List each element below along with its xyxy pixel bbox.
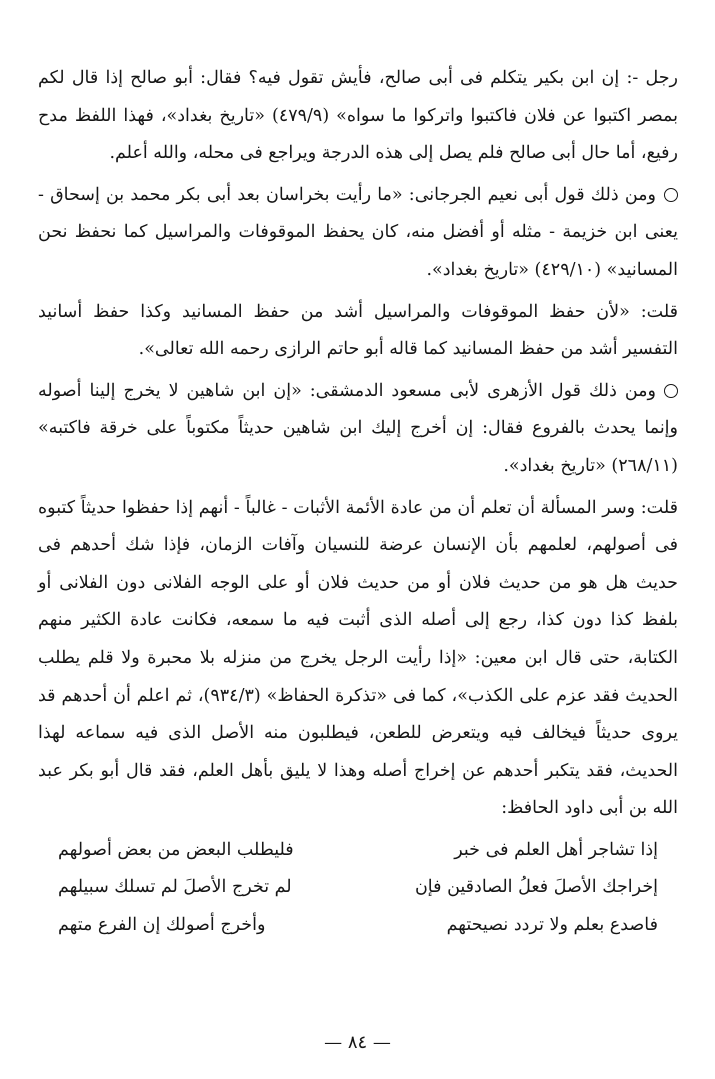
verse-first-hemistich: إخراجك الأصلَ فعلُ الصادقين فإن [414,877,658,898]
circle-bullet-icon [664,188,678,202]
verse-second-hemistich: وأخرج أصولك إن الفرع متهم [58,915,266,936]
paragraph-4-text: ومن ذلك قول الأزهرى لأبى مسعود الدمشقى: «إن ابن شاهين لا يخرج إلينا أصوله وإنما يحدث بالفروع فقال: إن أخرج إليك ابن شاهين حديثاً مكتوباً على خرقة فاكتبه» (٢٦٨/١١) «تاريخ بغداد». [38,380,678,476]
verse-line [58,832,658,870]
paragraph-1 [38,60,678,173]
verse-second-hemistich: فليطلب البعض من بعض أصولهم [58,839,294,860]
page-body [38,60,678,1050]
verse-line [58,869,658,907]
paragraph-5-text: قلت: وسر المسألة أن تعلم أن من عادة الأئمة الأثبات - غالباً - أنهم إذا حفظوا حديثاً كتبوه فى أصولهم، لعلمهم بأن الإنسان عرضة للنسيان وآفات الزمان، فإذا شك أحدهم فى حديث هل هو من حديث فلان أو من حديث فلان أو على الوجه الفلانى دون الفلانى أو بلفظ كذا دون كذا، رجع إلى أصله الذى أثبت فيه ما سمعه، فكانت عادة الكثير منهم الكتابة، حتى قال ابن معين: «إذا رأيت الرجل يخرج من منزله بلا محبرة ولا قلم يطلب الحديث فقد عزم على الكذب»، كما فى «تذكرة الحفاظ» (٩٣٤/٣)، ثم اعلم أن أحدهم قد يروى حديثاً فيخالف فيه ويتعرض للطعن، فيطلبون منه الأصل الذى فيه سماعه لهذا الحديث، فقد يتكبر أحدهم عن إخراج أصله وهذا لا يليق بأهل العلم، فقد قال أبو بكر عبد الله بن أبى داود الحافظ: [38,497,679,819]
paragraph-5 [38,490,678,828]
paragraph-2-text: ومن ذلك قول أبى نعيم الجرجانى: «ما رأيت بخراسان بعد أبى بكر محمد بن إسحاق - يعنى ابن خزيمة - مثله أو أفضل منه، كان يحفظ الموقوفات والمراسيل كما نحفظ نحن المسانيد» (٤٢٩/١٠) «تاريخ بغداد». [38,184,678,280]
circle-bullet-icon [664,384,678,398]
verse-first-hemistich: إذا تشاجر أهل العلم فى خبر [454,839,658,860]
paragraph-1-text: رجل -: إن ابن بكير يتكلم فى أبى صالح، فأيش تقول فيه؟ فقال: أبو صالح إذا قال لكم بمصر اكتبوا عن فلان فاكتبوا واتركوا ما سواه» (٤٧٩/٩) «تاريخ بغداد»، فهذا اللفظ مدح رفيع، أما حال أبى صالح فلم يصل إلى هذه الدرجة ويراجع فى محله، والله أعلم. [38,68,678,164]
paragraph-3 [38,294,678,369]
poetry-block [38,832,678,945]
verse-line [58,907,658,945]
verse-first-hemistich: فاصدع بعلم ولا تردد نصيحتهم [446,915,658,936]
verse-second-hemistich: لم تخرج الأصلَ لم تسلك سبيلهم [58,877,292,898]
paragraph-2 [38,177,678,290]
paragraph-4 [38,373,678,486]
paragraph-3-text: قلت: «لأن حفظ الموقوفات والمراسيل أشد من حفظ المسانيد وكذا حفظ أسانيد التفسير أشد من حفظ المسانيد كما قاله أبو حاتم الرازى رحمه الله تعالى». [38,301,678,360]
page-number: — ٨٤ — [324,1032,391,1053]
